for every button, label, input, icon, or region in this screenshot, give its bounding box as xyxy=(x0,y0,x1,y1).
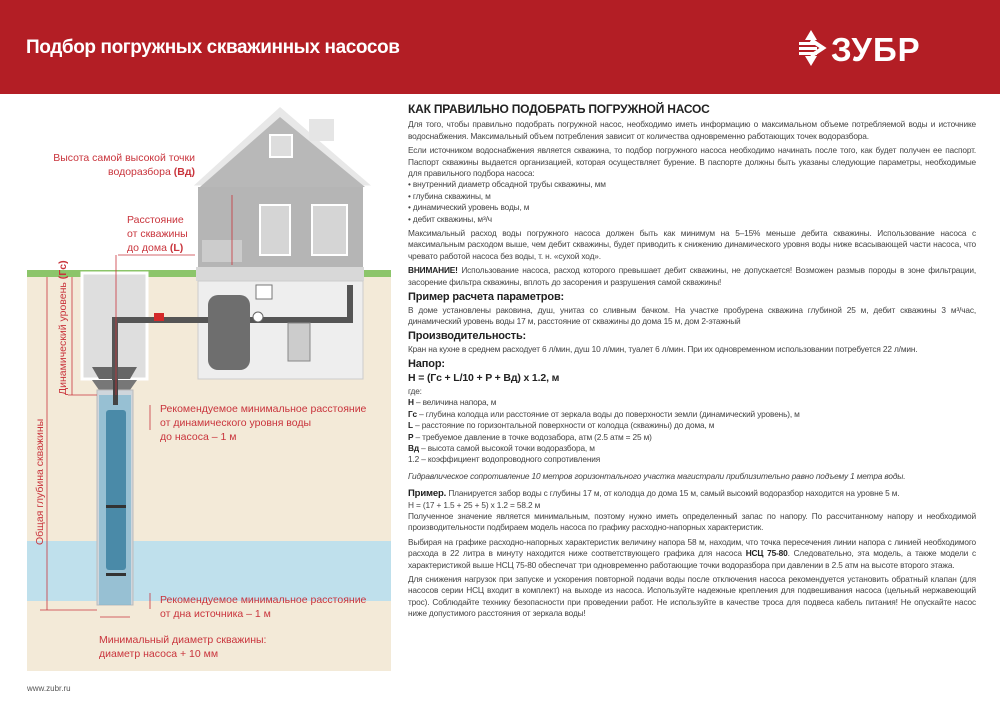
label-distance: Расстояние от скважины до дома (L) xyxy=(127,214,188,254)
paragraph: Кран на кухне в среднем расходует 6 л/мин, душ 10 л/мин, туалет 6 л/мин. При их одновременном использовании потребуется 22 л/мин. xyxy=(408,343,918,354)
list-item: • глубина скважины, м xyxy=(408,191,976,202)
header-banner xyxy=(0,0,1000,94)
electric-box xyxy=(256,285,272,299)
foundation xyxy=(196,267,364,281)
label-min-diameter: Минимальный диаметр скважины: диаметр насоса + 10 мм xyxy=(99,634,267,660)
article xyxy=(408,104,976,623)
example-heading: Пример расчета параметров: xyxy=(408,291,565,304)
label-dynamic-level: Динамический уровень (Гс) xyxy=(57,260,69,395)
example-2: Пример. Планируется забор воды с глубины 17 м, от колодца до дома 15 м, самый высокий водоразбор находится на уровне 5 м. xyxy=(408,488,900,500)
definition: Гс – глубина колодца или расстояние от зеркала воды до поверхности земли (динамический уровень), м xyxy=(408,408,800,419)
well-pump-illustration xyxy=(0,95,400,706)
label-min-distance-bottom: Рекомендуемое минимальное расстояние от дна источника – 1 м xyxy=(160,594,367,620)
paragraph: Выбирая на графике расходно-напорных характеристик величину напора 58 м, находим, что точка пересечения линии напора с линией необходимого расхода в 22 литра в минуту находится ниже соответствующего графика для насоса НСЦ 75-80. Следовательно, эта модель, а также модели с характеристикой выше НСЦ 75-80 обеспечат три одновременно работающие точки водоразбора при давлении в 2.5 атм на высоте второго этажа. xyxy=(408,536,976,570)
list-item: • дебит скважины, м³/ч xyxy=(408,214,976,225)
passport-params-list xyxy=(408,179,976,225)
label-total-depth: Общая глубина скважины xyxy=(34,418,46,545)
chimney xyxy=(309,119,334,141)
head-formula: H = (Гс + L/10 + P + Вд) x 1.2, м xyxy=(408,371,560,384)
gauge xyxy=(253,312,263,322)
zubr-logo xyxy=(797,28,977,68)
performance-heading: Производительность: xyxy=(408,330,527,343)
filter xyxy=(288,323,310,361)
valve xyxy=(154,313,164,321)
paragraph: Для того, чтобы правильно подобрать погружной насос, необходимо иметь информацию о максимальном объеме потребляемой воды и источнике водоснабжения. Максимальный объем потребления зависит от количества одновременно работающих точек водоразбора. xyxy=(408,119,976,141)
label-highest-point: Высота самой высокой точки водоразбора (Вд) xyxy=(53,152,195,178)
aquifer xyxy=(27,541,391,601)
article-heading: КАК ПРАВИЛЬНО ПОДОБРАТЬ ПОГРУЖНОЙ НАСОС xyxy=(408,102,710,116)
list-item: • динамический уровень воды, м xyxy=(408,202,976,213)
where-label: где: xyxy=(408,385,422,396)
list-item: • внутренний диаметр обсадной трубы скважины, мм xyxy=(408,179,976,190)
example-calc: H = (17 + 1.5 + 25 + 5) x 1.2 = 58.2 м xyxy=(408,499,541,510)
warning: ВНИМАНИЕ! Использование насоса, расход которого превышает дебит скважины, не допускается! Возможен размыв породы в зоне фильтрации, засорение фильтра скважины, вплоть до засорения и разрушения самой скважины! xyxy=(408,265,976,287)
definition: L – расстояние по горизонтальной поверхности от колодца (скважины) до дома, м xyxy=(408,420,715,431)
label-min-distance-water: Рекомендуемое минимальное расстояние от динамического уровня воды до насоса – 1 м xyxy=(160,403,367,443)
pressure-tank xyxy=(208,295,250,370)
website-url[interactable]: www.zubr.ru xyxy=(27,684,71,693)
definition: Вд – высота самой высокой точки водоразбора, м xyxy=(408,442,595,453)
submersible-pump xyxy=(106,410,126,570)
note: Гидравлическое сопротивление 10 метров горизонтального участка магистрали приблизительно равно подъему 1 метра воды. xyxy=(408,470,906,481)
coefficient: 1.2 – коэффициент водопроводного сопротивления xyxy=(408,454,601,465)
paragraph: В доме установлены раковина, душ, унитаз со сливным бачком. На участке пробурена скважина глубиной 25 м, дебит скважины 3 м³/час, динамический уровень воды 17 м, расстояние от скважины до дома 15 м, дом 2-этажный xyxy=(408,304,976,326)
definition: P – требуемое давление в точке водозабора, атм (2.5 атм = 25 м) xyxy=(408,431,652,442)
page-title: Подбор погружных скважинных насосов xyxy=(26,37,400,58)
head-heading: Напор: xyxy=(408,358,445,371)
paragraph: Если источником водоснабжения является скважина, то подбор погружного насоса необходимо начинать после того, как будет получен ее паспорт. Паспорт скважины выдается организацией, которая осуществляет бурение. В паспорте должны быть указаны следующие параметры, необходимые для правильного подбора насоса: xyxy=(408,145,976,179)
paragraph: Для снижения нагрузок при запуске и ускорения повторной подачи воды после отключения насоса рекомендуется установить обратный клапан (для насосов серии НСЦ входит в комплект) на выходе из насоса. Используйте надежные крепления для подвешивания насоса (цельный нержавеющий трос). Соблюдайте технику безопасности при проведении работ. Не используйте в качестве троса для подвеса кабель питания! Не опускайте насос ниже допустимого расстояния от зеркала воды! xyxy=(408,574,976,619)
definition: H – величина напора, м xyxy=(408,397,497,408)
paragraph: Полученное значение является минимальным, поэтому нужно иметь определенный запас по напору. По рассчитанному напору и необходимой производительности подбираем модель насоса по графику расходно-напорных характеристик. xyxy=(408,511,976,533)
paragraph: Максимальный расход воды погружного насоса должен быть как минимум на 5–15% меньше дебита скважины. Использование насоса с максимальным расходом выше, чем дебит скважины, будет приводить к снижению динамического уровня воды ниже всасывающей части насоса, что чревато работой насоса без воды, т. н. «сухой ход». xyxy=(408,228,976,261)
svg-text:ЗУБР: ЗУБР xyxy=(831,31,921,68)
